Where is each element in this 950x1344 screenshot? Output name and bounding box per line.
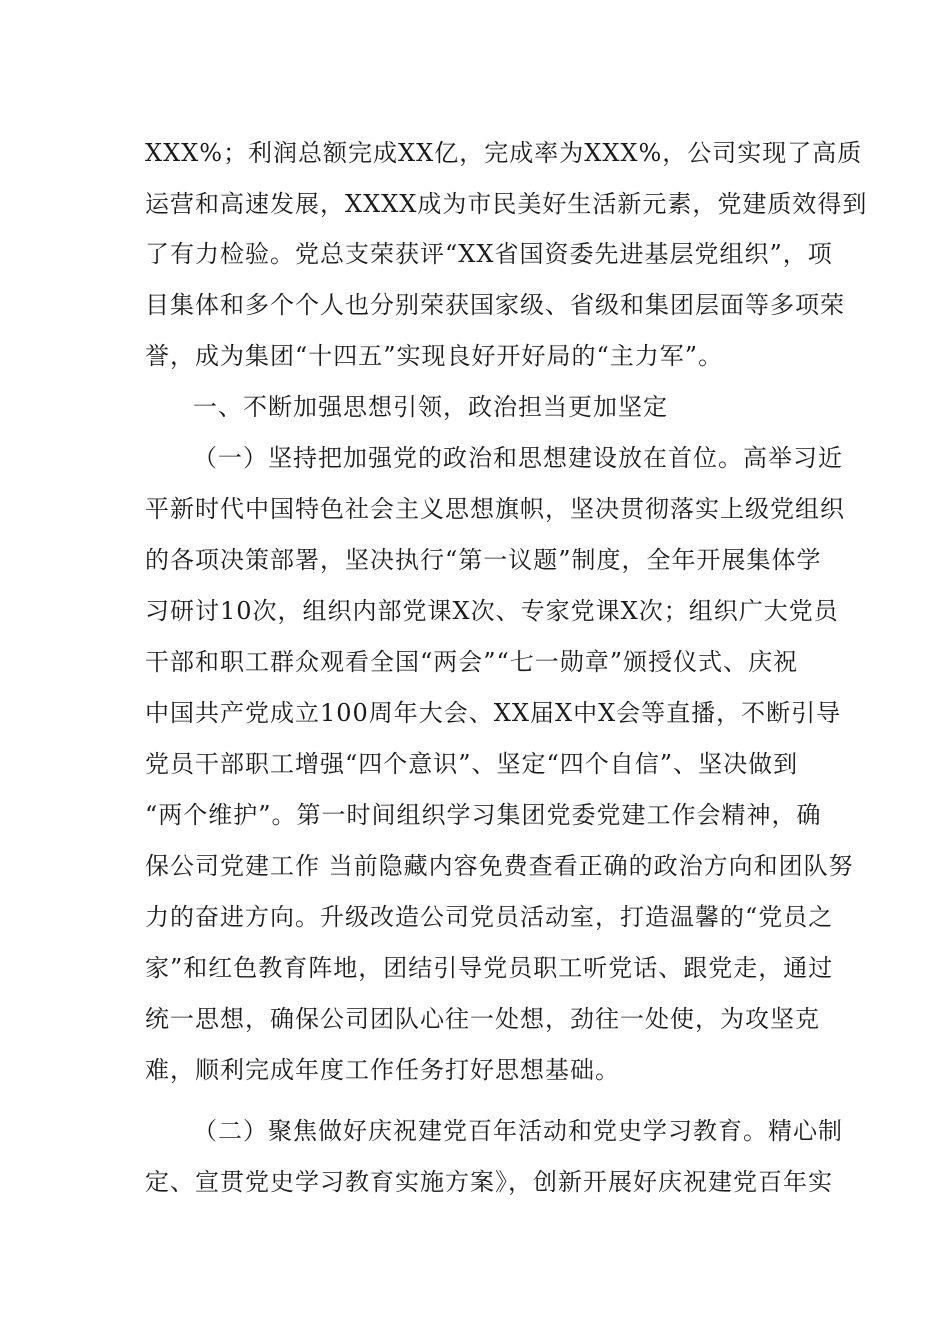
body-line: 难，顺利完成年度工作任务打好思想基础。 bbox=[145, 1056, 620, 1084]
body-line: 力的奋进方向。升级改造公司党员活动室，打造温馨的“党员之 bbox=[145, 903, 834, 931]
body-line: 定、宣贯党史学习教育实施方案》，创新开展好庆祝建党百年实 bbox=[145, 1168, 833, 1196]
body-line: 家”和红色教育阵地，团结引导党员职工听党话、跟党走，通过 bbox=[145, 954, 834, 982]
body-line: 了有力检验。党总支荣获评“XX省国资委先进基层党组织”，项 bbox=[145, 240, 833, 268]
body-line: “两个维护”。第一时间组织学习集团党委党建工作会精神，确 bbox=[145, 801, 822, 829]
body-line: 目集体和多个个人也分别荣获国家级、省级和集团层面等多项荣 bbox=[145, 291, 845, 319]
body-line: 保公司党建工作 当前隐藏内容免费查看正确的政治方向和团队努 bbox=[145, 852, 854, 880]
section-heading: 一、不断加强思想引领，政治担当更加坚定 bbox=[193, 393, 668, 421]
body-line: 的各项决策部署，坚决执行“第一议题”制度，全年开展集体学 bbox=[145, 546, 822, 574]
body-line: XXX%；利润总额完成XX亿，完成率为XXX%，公司实现了高质 bbox=[145, 139, 863, 167]
body-line: 中国共产党成立100周年大会、XX届X中X会等直播，不断引导 bbox=[145, 699, 842, 727]
subsection-heading: （一）坚持把加强党的政治和思想建设放在首位。高举习近 bbox=[193, 444, 843, 472]
body-line: 习研讨10次，组织内部党课X次、专家党课X次；组织广大党员 bbox=[145, 597, 839, 625]
body-line: 运营和高速发展，XXXX成为市民美好生活新元素，党建质效得到 bbox=[145, 190, 868, 218]
body-line: 誉，成为集团“十四五”实现良好开好局的“主力军”。 bbox=[145, 342, 724, 370]
body-line: 党员干部职工增强“四个意识”、坚定“四个自信”、坚决做到 bbox=[145, 750, 799, 778]
body-line: 统一思想，确保公司团队心往一处想，劲往一处使，为攻坚克 bbox=[145, 1005, 820, 1033]
subsection-heading: （二）聚焦做好庆祝建党百年活动和党史学习教育。精心制 bbox=[193, 1117, 843, 1145]
body-line: 平新时代中国特色社会主义思想旗帜，坚决贯彻落实上级党组织 bbox=[145, 495, 845, 523]
body-line: 干部和职工群众观看全国“两会”“七一勋章”颁授仪式、庆祝 bbox=[145, 648, 799, 676]
